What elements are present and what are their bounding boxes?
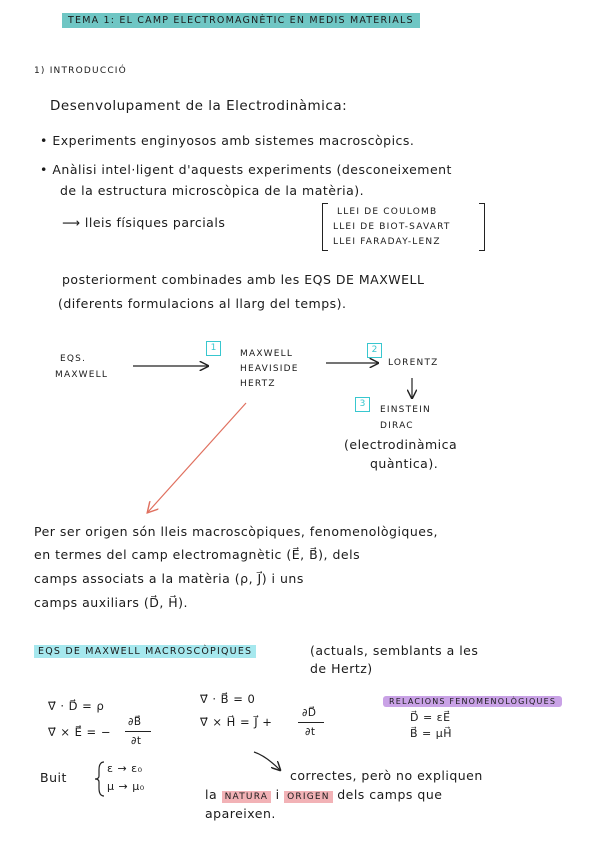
- closing-line-2: [205, 787, 442, 802]
- badge-3: 3: [355, 397, 370, 412]
- law-coulomb: LLEI DE COULOMB: [337, 207, 438, 217]
- eq-ampere-num: ∂D⃗: [302, 707, 317, 719]
- closing-word-natura: NATURA: [222, 791, 272, 803]
- maxwell-heading-text: EQS DE MAXWELL MACROSCÒPIQUES: [34, 645, 256, 658]
- node-1-hertz: HERTZ: [240, 379, 276, 389]
- node-1-maxwell: MAXWELL: [240, 349, 294, 359]
- relations-heading: [383, 697, 562, 706]
- relations-heading-text: RELACIONS FENOMENOLÒGIQUES: [383, 696, 562, 707]
- bullet-1: • Experiments enginyosos amb sistemes macroscòpics.: [40, 133, 415, 148]
- closing-mid: i: [275, 787, 280, 802]
- flow-origin-line-2: MAXWELL: [55, 370, 109, 380]
- empty-label: Buit: [40, 770, 67, 785]
- eq-ampere-den: ∂t: [305, 726, 316, 738]
- empty-mu: μ → μ₀: [107, 780, 145, 793]
- law-faraday-lenz: LLEI FARADAY-LENZ: [333, 237, 441, 247]
- closing-suffix: dels camps que: [337, 787, 443, 802]
- closing-word-origen: ORIGEN: [284, 791, 333, 803]
- paragraph-line-2: en termes del camp electromagnètic (E⃗, B⃗), dels: [34, 547, 361, 562]
- arrow-to-closing: [254, 752, 280, 770]
- laws-lead: ⟶ lleis físiques parcials: [62, 215, 226, 230]
- node-1-heaviside: HEAVISIDE: [240, 364, 299, 374]
- relation-d: D⃗ = εE⃗: [410, 711, 451, 724]
- closing-line-1: correctes, però no expliquen: [290, 768, 483, 783]
- eq-faraday-lhs: ∇⃗ × E⃗ = −: [48, 725, 111, 739]
- closing-line-3: apareixen.: [205, 806, 276, 821]
- empty-epsilon: ε → ε₀: [107, 762, 143, 775]
- closing-prefix: la: [205, 787, 218, 802]
- maxwell-heading: [34, 646, 256, 657]
- combined-line-1: posteriorment combinades amb les EQS DE MAXWELL: [62, 272, 425, 287]
- eq-ampere-fraction-bar: [298, 722, 324, 723]
- maxwell-note-line-2: de Hertz): [310, 661, 373, 676]
- eq-faraday-den: ∂t: [131, 735, 142, 747]
- page-title-text: TEMA 1: EL CAMP ELECTROMAGNÈTIC EN MEDIS MATERIALS: [62, 13, 420, 28]
- node-3-note-line-2: quàntica).: [370, 456, 439, 471]
- paragraph-line-1: Per ser origen són lleis macroscòpiques, fenomenològiques,: [34, 524, 438, 539]
- node-3-einstein: EINSTEIN: [380, 405, 431, 415]
- law-biot-savart: LLEI DE BIOT-SAVART: [333, 222, 451, 232]
- relation-b: B⃗ = μH⃗: [410, 727, 453, 740]
- node-3-dirac: DIRAC: [380, 421, 414, 431]
- eq-faraday-fraction-bar: [125, 731, 151, 732]
- paragraph-line-3: camps associats a la matèria (ρ, J⃗) i uns: [34, 571, 304, 586]
- bullet-2-line-2: de la estructura microscòpica de la matèria).: [60, 183, 365, 198]
- combined-line-2: (diferents formulacions al llarg del temps).: [58, 296, 347, 311]
- eq-faraday-num: ∂B⃗: [128, 716, 142, 728]
- empty-brace: [95, 762, 104, 796]
- badge-1: 1: [206, 341, 221, 356]
- paragraph-line-4: camps auxiliars (D⃗, H⃗).: [34, 595, 189, 610]
- eq-gauss: ∇⃗ · D⃗ = ρ: [48, 699, 105, 713]
- bullet-2-line-1: • Anàlisi intel·ligent d'aquests experiments (desconeixement: [40, 162, 452, 177]
- badge-2: 2: [367, 343, 382, 358]
- eq-ampere-lhs: ∇⃗ × H⃗ = J⃗ +: [200, 715, 273, 729]
- lead-text: Desenvolupament de la Electrodinàmica:: [50, 98, 348, 114]
- section-heading: 1) INTRODUCCIÓ: [34, 66, 127, 76]
- maxwell-note-line-1: (actuals, semblants a les: [310, 643, 479, 658]
- arrow-node-1-to-paragraph: [148, 403, 246, 512]
- node-3-note-line-1: (electrodinàmica: [344, 437, 458, 452]
- node-2-lorentz: LORENTZ: [388, 358, 439, 368]
- eq-no-monopole: ∇⃗ · B⃗ = 0: [200, 692, 256, 706]
- flow-origin-line-1: EQS.: [60, 354, 87, 364]
